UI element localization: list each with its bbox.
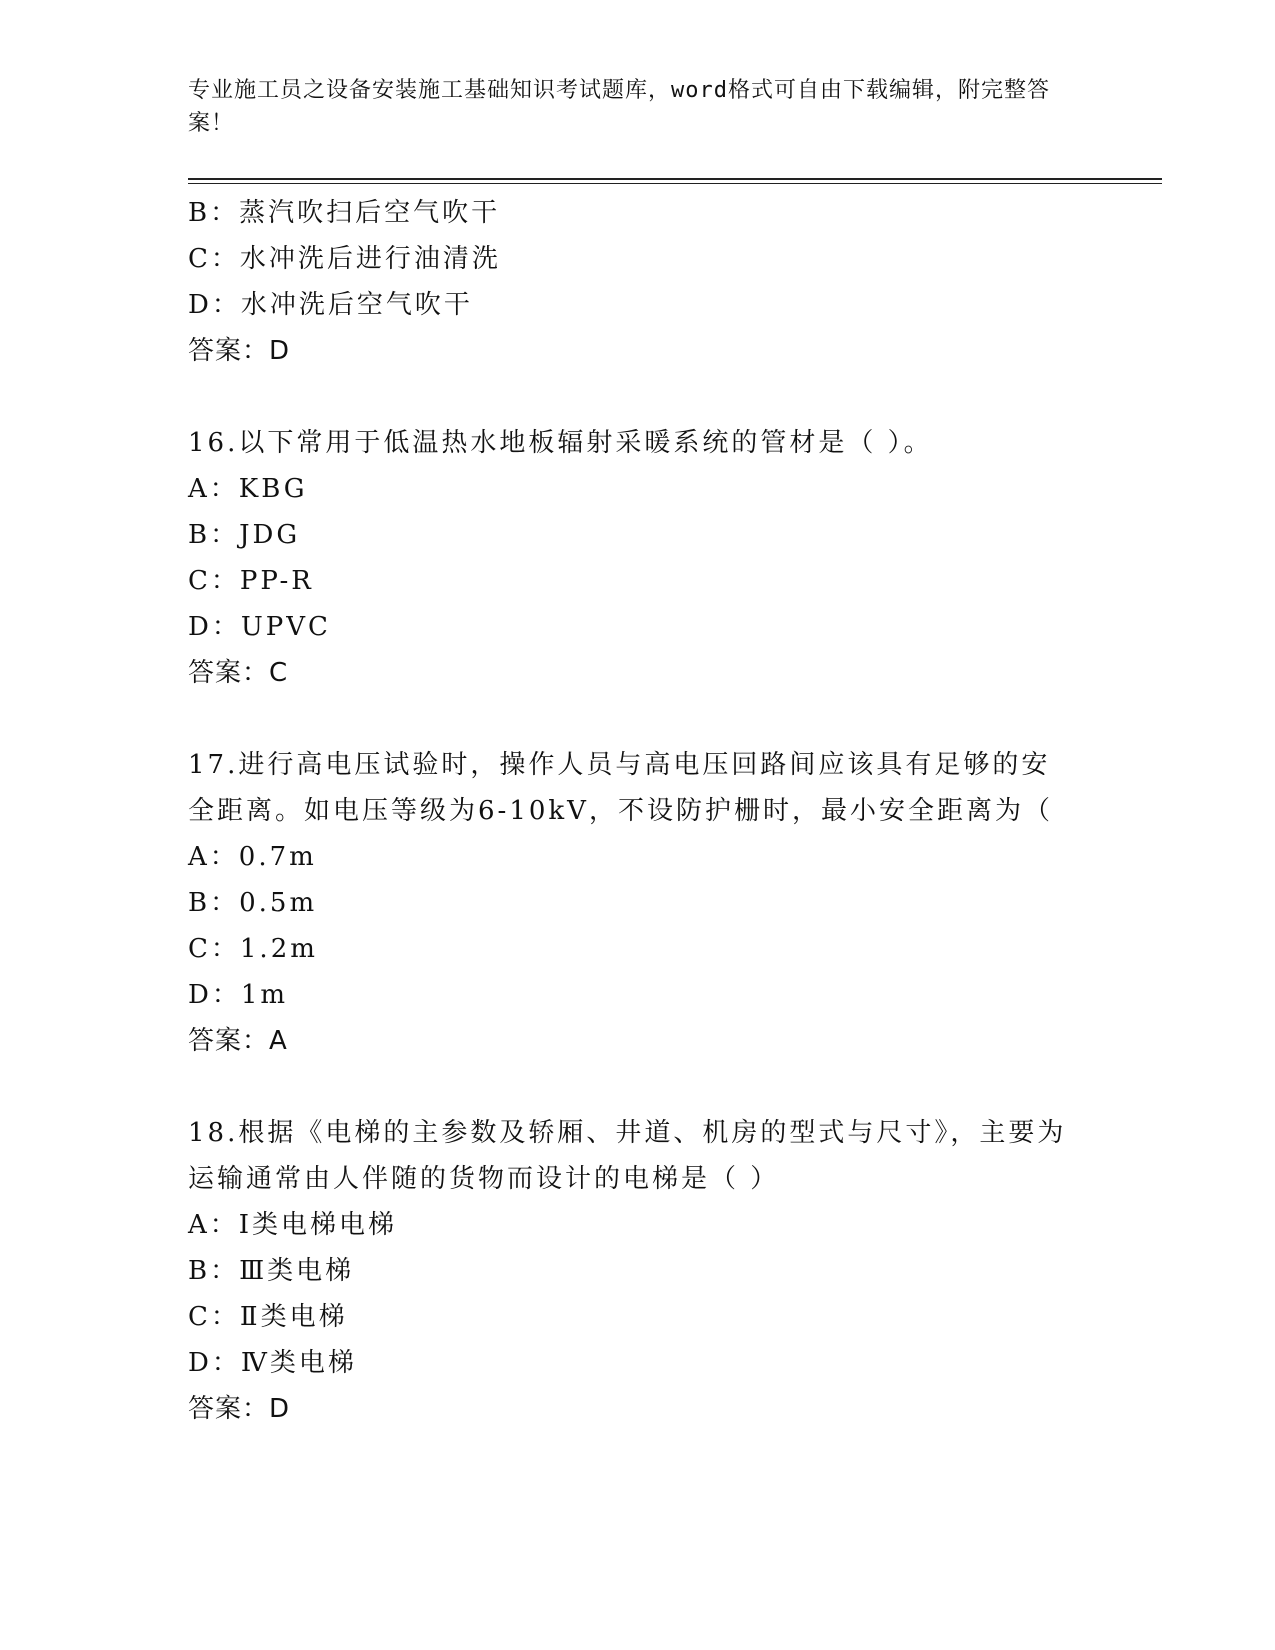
option-d: D：水冲洗后空气吹干 (188, 290, 473, 320)
question-title: 17.进行高电压试验时，操作人员与高电压回路间应该具有足够的安全距离。如电压等级为6-10kV，不设防护栅时，最小安全距离为（ (188, 750, 1053, 826)
answer-line: 答案：D (188, 1394, 291, 1424)
continued-question (188, 190, 1088, 374)
answer-line: 答案：D (188, 336, 291, 366)
header-divider-thick (188, 178, 1162, 180)
answer-line: 答案：C (188, 658, 289, 688)
answer-line: 答案：A (188, 1026, 288, 1056)
option-c: C：水冲洗后进行油清洗 (188, 244, 501, 274)
option-d: D：Ⅳ类电梯 (188, 1348, 357, 1378)
question-18 (188, 1110, 1088, 1432)
option-b: B：0.5m (188, 888, 318, 918)
option-b: B：蒸汽吹扫后空气吹干 (188, 198, 501, 228)
option-a: A：Ⅰ类电梯电梯 (188, 1210, 398, 1240)
option-a: A：KBG (188, 474, 308, 504)
question-title: 18.根据《电梯的主参数及轿厢、井道、机房的型式与尺寸》，主要为运输通常由人伴随的货物而设计的电梯是（ ） (188, 1118, 1067, 1194)
option-d: D：1m (188, 980, 289, 1010)
option-c: C：Ⅱ类电梯 (188, 1302, 348, 1332)
option-a: A：0.7m (188, 842, 317, 872)
question-17 (188, 742, 1088, 1064)
option-d: D：UPVC (188, 612, 331, 642)
option-c: C：1.2m (188, 934, 318, 964)
header-divider-thin (188, 183, 1162, 184)
option-c: C：PP-R (188, 566, 314, 596)
option-b: B：JDG (188, 520, 301, 550)
question-list (188, 190, 1088, 1432)
option-b: B：Ⅲ类电梯 (188, 1256, 355, 1286)
question-title: 16.以下常用于低温热水地板辐射采暖系统的管材是（ ）。 (188, 428, 933, 458)
question-16 (188, 420, 1088, 696)
page-header: 专业施工员之设备安装施工基础知识考试题库，word格式可自由下载编辑，附完整答案！ (188, 78, 1050, 136)
